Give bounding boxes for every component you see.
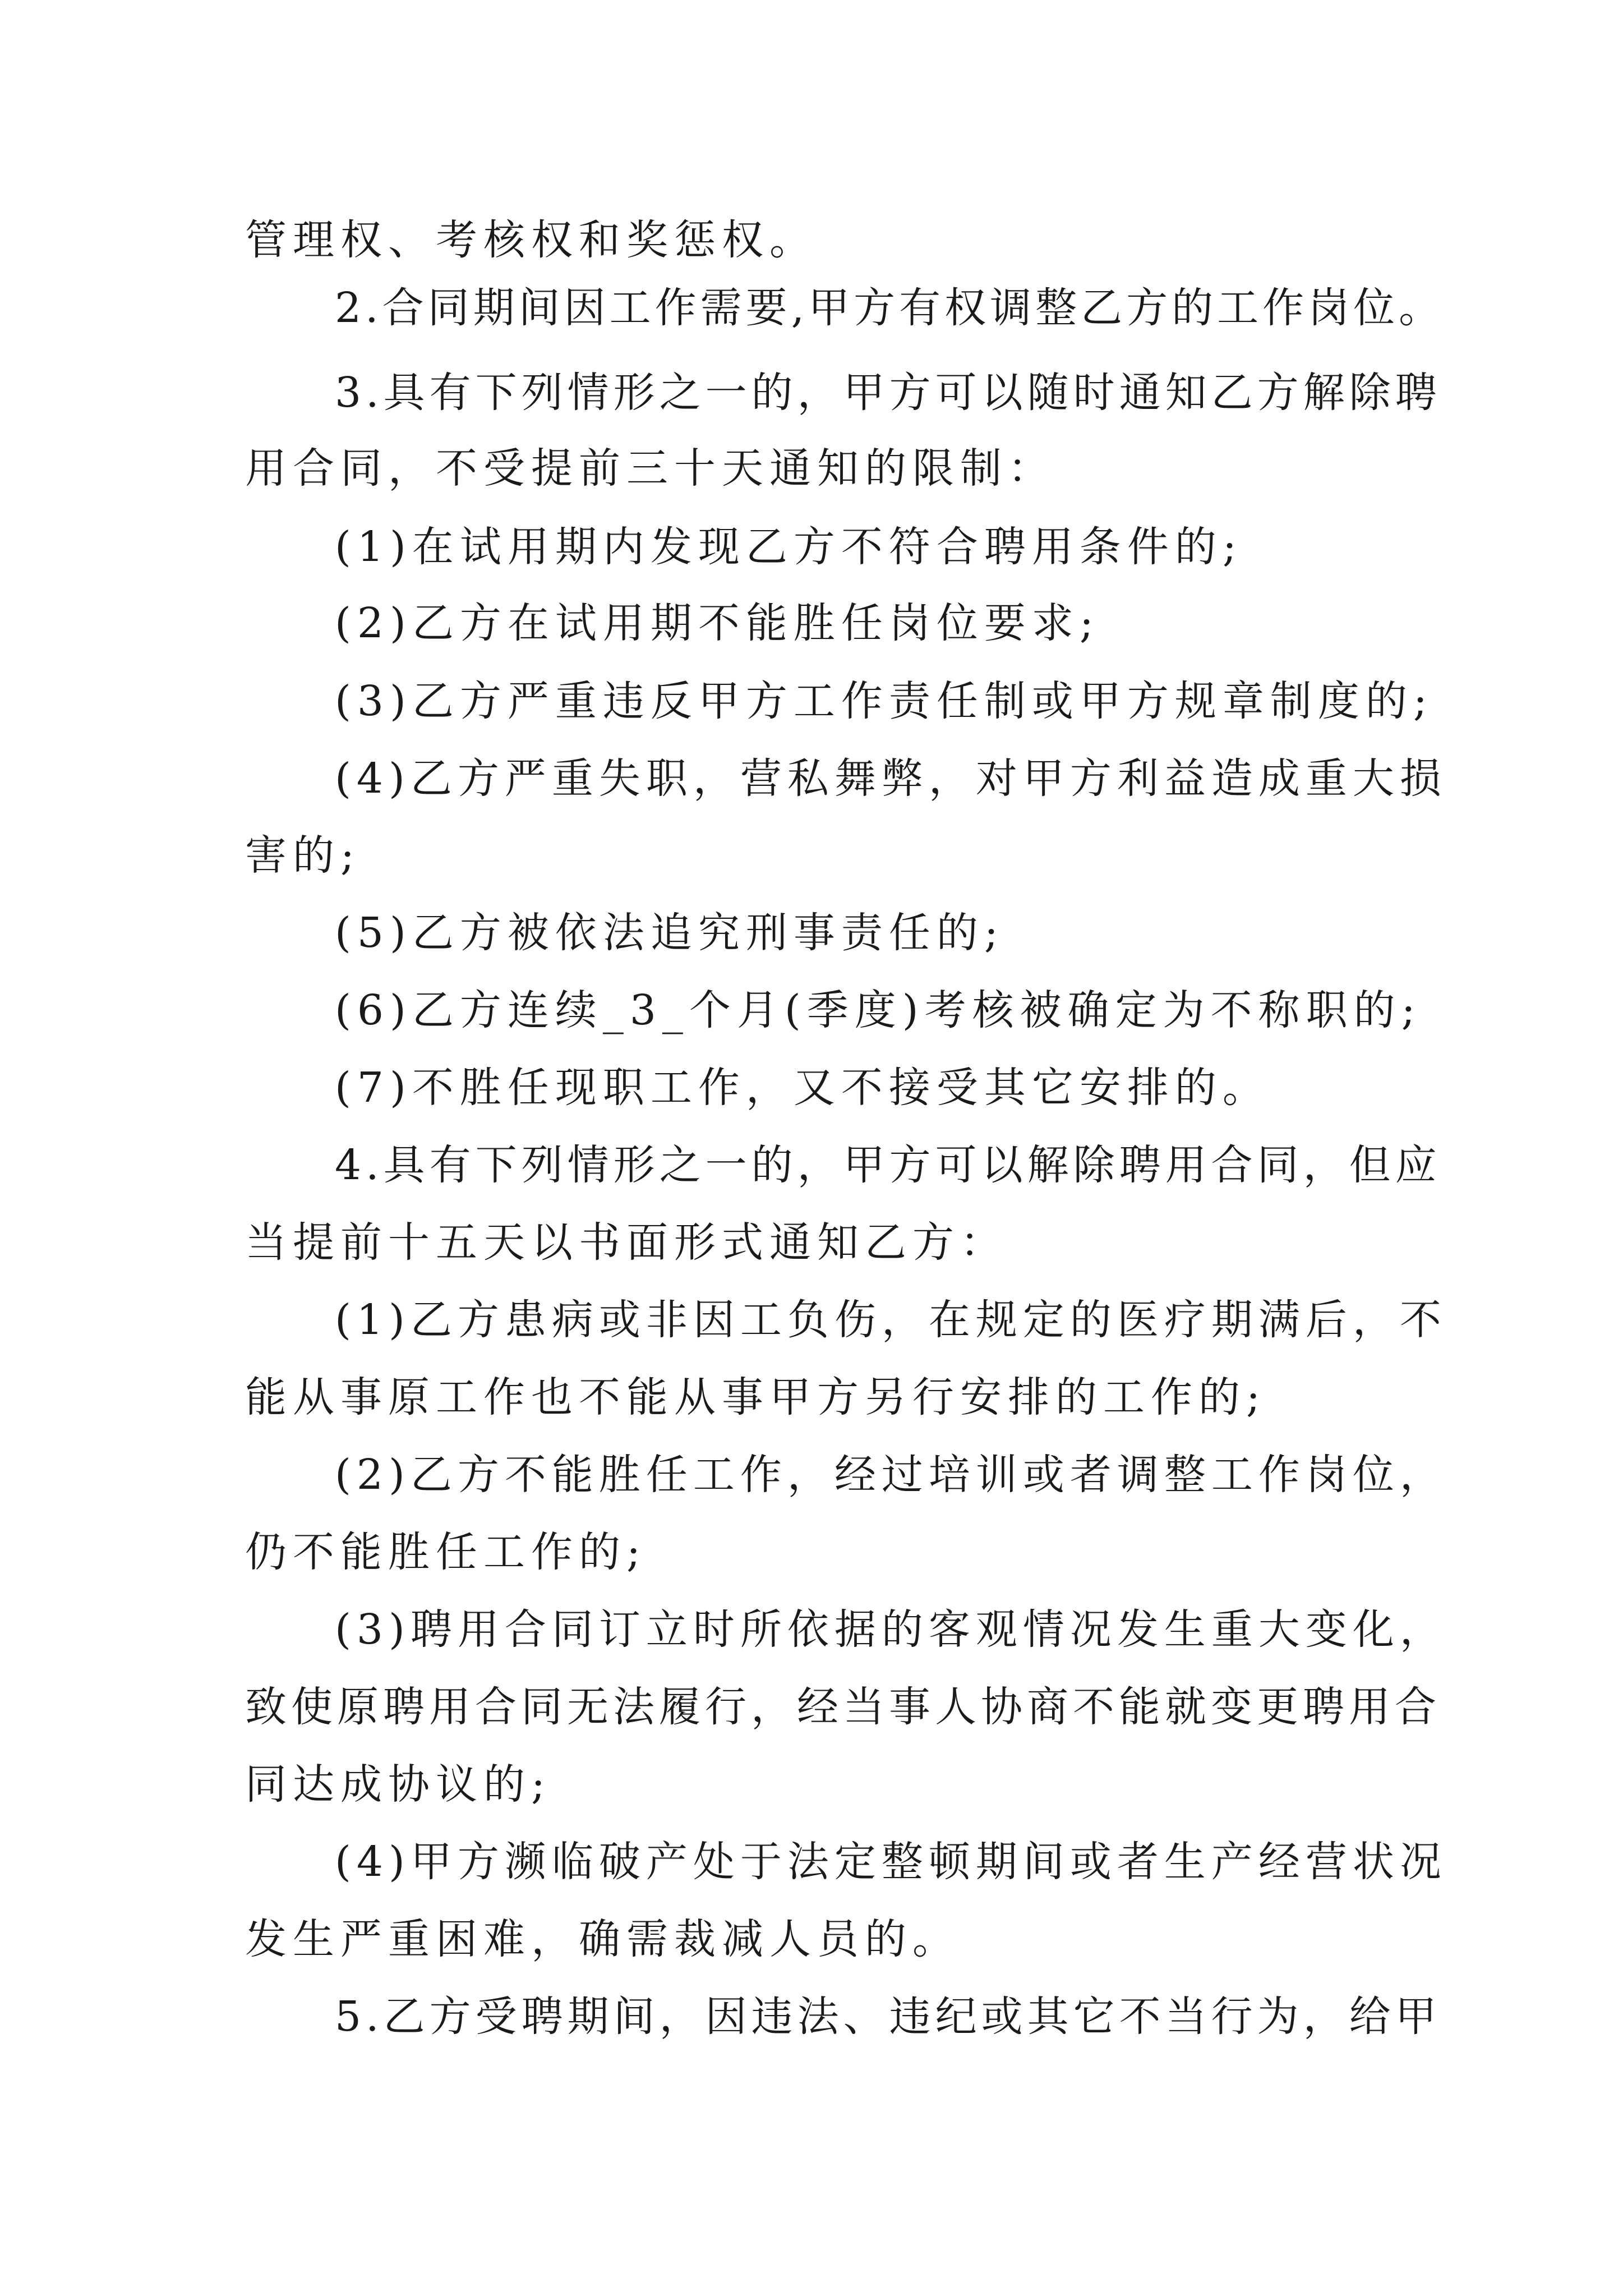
text-line-5: (1)在试用期内发现乙方不符合聘用条件的; [335,523,1243,571]
text-line-17: (2)乙方不能胜任工作，经过培训或者调整工作岗位， [335,1451,1447,1499]
text-line-23: 发生严重困难，确需裁减人员的。 [245,1915,960,1963]
text-line-8: (4)乙方严重失职，营私舞弊，对甲方利益造成重大损 [335,754,1447,803]
text-line-19: (3)聘用合同订立时所依据的客观情况发生重大变化， [335,1605,1447,1654]
text-line-7: (3)乙方严重违反甲方工作责任制或甲方规章制度的; [335,677,1433,725]
text-line-14: 当提前十五天以书面形式通知乙方： [245,1218,1008,1267]
text-line-20: 致使原聘用合同无法履行，经当事人协商不能就变更聘用合 [245,1683,1441,1731]
text-line-1: 管理权、考核权和奖惩权。 [245,216,817,264]
text-line-16: 能从事原工作也不能从事甲方另行安排的工作的; [245,1373,1266,1421]
text-line-9: 害的; [245,831,361,880]
text-line-24: 5.乙方受聘期间，因违法、违纪或其它不当行为，给甲 [335,1993,1441,2041]
text-line-18: 仍不能胜任工作的; [245,1528,647,1576]
text-line-21: 同达成协议的; [245,1760,551,1809]
text-line-12: (7)不胜任现职工作，又不接受其它安排的。 [335,1064,1270,1112]
text-line-6: (2)乙方在试用期不能胜任岗位要求; [335,599,1100,647]
text-line-22: (4)甲方濒临破产处于法定整顿期间或者生产经营状况 [335,1838,1447,1886]
text-line-15: (1)乙方患病或非因工负伤，在规定的医疗期满后，不 [335,1296,1447,1344]
text-line-10: (5)乙方被依法追究刑事责任的; [335,909,1004,957]
text-line-13: 4.具有下列情形之一的，甲方可以解除聘用合同，但应 [335,1141,1441,1189]
text-line-3: 3.具有下列情形之一的，甲方可以随时通知乙方解除聘 [335,369,1441,417]
text-line-11: (6)乙方连续_3_个月(季度)考核被确定为不称职的; [335,986,1422,1034]
text-line-4: 用合同，不受提前三十天通知的限制： [245,444,1055,493]
text-line-2: 2.合同期间因工作需要,甲方有权调整乙方的工作岗位。 [335,284,1445,332]
